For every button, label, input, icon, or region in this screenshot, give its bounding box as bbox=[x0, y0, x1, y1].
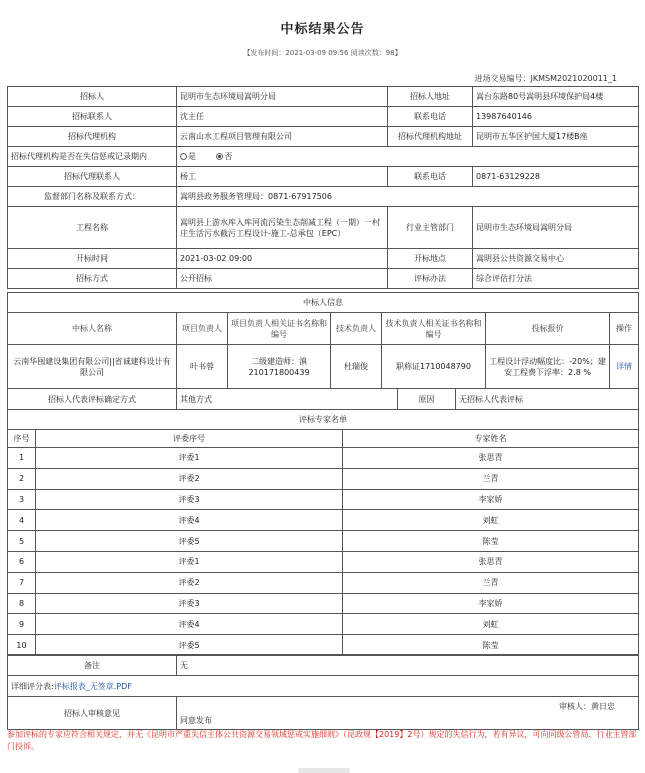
table-row bbox=[8, 468, 639, 489]
tenderer-addr-value: 嵩台东路80号嵩明县环境保护局4楼 bbox=[473, 87, 639, 107]
open-time-value: 2021-03-02 09:00 bbox=[177, 249, 388, 269]
expert-row-no: 2 bbox=[8, 468, 36, 489]
radio-no[interactable] bbox=[216, 153, 223, 160]
detail-prefix: 详细评分表: bbox=[11, 681, 54, 691]
winner-header-tech: 技术负责人 bbox=[331, 313, 382, 345]
table-row bbox=[8, 635, 639, 656]
winner-pm-cert: 二级建造师：滇210171800439 bbox=[228, 345, 331, 389]
expert-row-no: 5 bbox=[8, 531, 36, 552]
winner-pm: 叶书蓉 bbox=[177, 345, 228, 389]
expert-table bbox=[7, 409, 639, 656]
winner-header-bid: 投标报价 bbox=[486, 313, 610, 345]
tenderer-phone-value: 13987640146 bbox=[473, 107, 639, 127]
disclaimer-notice: 参加评标的专家应符合相关规定，并无《昆明市严重失信主体公共资源交易领域惩戒实施细则》（昆政规【2019】2号）规定的失信行为，若有异议，可向同级公管局、行业主管部门投诉。 bbox=[7, 730, 637, 751]
expert-row-seat: 评委5 bbox=[36, 531, 343, 552]
expert-header-no: 序号 bbox=[8, 430, 36, 448]
expert-row-seat: 评委4 bbox=[36, 510, 343, 531]
tenderer-addr-label: 招标人地址 bbox=[388, 87, 473, 107]
review-label: 招标人审核意见 bbox=[8, 697, 177, 730]
table-row bbox=[8, 510, 639, 531]
winner-header-tech-cert: 技术负责人相关证书名称和编号 bbox=[382, 313, 486, 345]
review-cell bbox=[177, 697, 639, 730]
expert-row-no: 6 bbox=[8, 551, 36, 572]
agency-contact-value: 杨工 bbox=[177, 167, 388, 187]
expert-row-no: 8 bbox=[8, 593, 36, 614]
expert-row-name: 兰青 bbox=[343, 468, 639, 489]
agency-phone-value: 0871-63129228 bbox=[473, 167, 639, 187]
rep-value: 其他方式 bbox=[177, 389, 398, 410]
method-value: 公开招标 bbox=[177, 269, 388, 289]
publish-meta: 【发布时间：2021-03-09 09:56 阅读次数：98】 bbox=[243, 49, 402, 57]
expert-row-no: 4 bbox=[8, 510, 36, 531]
table-row bbox=[8, 614, 639, 635]
expert-row-seat: 评委2 bbox=[36, 468, 343, 489]
page-title: 中标结果公告 bbox=[280, 22, 365, 37]
table-row bbox=[8, 551, 639, 572]
radio-yes[interactable] bbox=[180, 153, 187, 160]
expert-row-no: 3 bbox=[8, 489, 36, 510]
eval-value: 综合评估打分法 bbox=[473, 269, 639, 289]
expert-row-no: 9 bbox=[8, 614, 36, 635]
winner-tech-cert: 职称证1710048790 bbox=[382, 345, 486, 389]
winner-bid: 工程设计浮动幅度比：-20%；建安工程费下浮率：2.8 % bbox=[486, 345, 610, 389]
expert-row-seat: 评委3 bbox=[36, 593, 343, 614]
rep-label: 招标人代表评标确定方式 bbox=[8, 389, 177, 410]
expert-row-seat: 评委3 bbox=[36, 489, 343, 510]
expert-row-seat: 评委1 bbox=[36, 551, 343, 572]
expert-row-name: 李家娇 bbox=[343, 489, 639, 510]
expert-row-seat: 评委4 bbox=[36, 614, 343, 635]
rep-table bbox=[7, 388, 639, 410]
expert-row-seat: 评委5 bbox=[36, 635, 343, 656]
agency-phone-label: 联系电话 bbox=[388, 167, 473, 187]
table-row bbox=[8, 448, 639, 469]
expert-row-no: 7 bbox=[8, 572, 36, 593]
tenderer-phone-label: 联系电话 bbox=[388, 107, 473, 127]
winner-name: 云南华囤建设集团有限公司||省诚建科设计有限公司 bbox=[8, 345, 177, 389]
expert-row-name: 刘虹 bbox=[343, 510, 639, 531]
expert-row-name: 张思青 bbox=[343, 448, 639, 469]
expert-row-name: 李家娇 bbox=[343, 593, 639, 614]
expert-row-name: 刘虹 bbox=[343, 614, 639, 635]
expert-section-title: 评标专家名单 bbox=[8, 410, 639, 430]
open-time-label: 开标时间 bbox=[8, 249, 177, 269]
expert-header-seat: 评委序号 bbox=[36, 430, 343, 448]
review-opinion: 同意发布 bbox=[180, 716, 212, 725]
winner-tech: 杜瑞俊 bbox=[331, 345, 382, 389]
detail-row bbox=[8, 676, 639, 697]
tenderer-contact-value: 沈主任 bbox=[177, 107, 388, 127]
auditor: 审核人：黄日忠 bbox=[559, 702, 615, 711]
winner-detail-link[interactable]: 详情 bbox=[610, 345, 639, 389]
footer-table bbox=[7, 654, 639, 730]
open-place-value: 嵩明县公共资源交易中心 bbox=[473, 249, 639, 269]
winner-header-pm: 项目负责人 bbox=[177, 313, 228, 345]
agency-label: 招标代理机构 bbox=[8, 127, 177, 147]
credit-radios bbox=[177, 147, 639, 167]
winner-section-title: 中标人信息 bbox=[8, 293, 639, 313]
expert-row-no: 1 bbox=[8, 448, 36, 469]
supervisor-value: 嵩明县政务服务管理局：0871-67917506 bbox=[177, 187, 639, 207]
remark-label: 备注 bbox=[8, 655, 177, 676]
table-row bbox=[8, 593, 639, 614]
reason-value: 无招标人代表评标 bbox=[456, 389, 639, 410]
table-row bbox=[8, 531, 639, 552]
winner-header-name: 中标人名称 bbox=[8, 313, 177, 345]
winner-header-pm-cert: 项目负责人相关证书名称和编号 bbox=[228, 313, 331, 345]
project-value: 嵩明县上游水库入库河流污染生态削减工程（一期）一村庄生活污水截污工程设计-施工-总承包（EPC） bbox=[177, 207, 388, 249]
agency-value: 云南山水工程项目管理有限公司 bbox=[177, 127, 388, 147]
expert-row-name: 张思青 bbox=[343, 551, 639, 572]
expert-row-seat: 评委1 bbox=[36, 448, 343, 469]
credit-label: 招标代理机构是否在失信惩戒记录期内 bbox=[8, 147, 177, 167]
tenderer-label: 招标人 bbox=[8, 87, 177, 107]
expert-row-name: 兰青 bbox=[343, 572, 639, 593]
expert-row-name: 陈莹 bbox=[343, 635, 639, 656]
table-row bbox=[8, 572, 639, 593]
expert-header-name: 专家姓名 bbox=[343, 430, 639, 448]
method-label: 招标方式 bbox=[8, 269, 177, 289]
radio-no-label: 否 bbox=[224, 152, 233, 161]
expert-row-seat: 评委2 bbox=[36, 572, 343, 593]
trade-code: 进场交易编号：JKMSM2021020011_1 bbox=[474, 74, 617, 83]
project-label: 工程名称 bbox=[8, 207, 177, 249]
tenderer-contact-label: 招标联系人 bbox=[8, 107, 177, 127]
agency-contact-label: 招标代理联系人 bbox=[8, 167, 177, 187]
industry-value: 昆明市生态环境局嵩明分局 bbox=[473, 207, 639, 249]
table-row bbox=[8, 489, 639, 510]
tenderer-value: 昆明市生态环境局嵩明分局 bbox=[177, 87, 388, 107]
open-place-label: 开标地点 bbox=[388, 249, 473, 269]
expert-row-name: 陈莹 bbox=[343, 531, 639, 552]
detail-pdf-link[interactable]: 评标报表_无签章.PDF bbox=[53, 681, 132, 691]
agency-addr-label: 招标代理机构地址 bbox=[388, 127, 473, 147]
industry-label: 行业主管部门 bbox=[388, 207, 473, 249]
info-table bbox=[7, 86, 639, 289]
radio-yes-label: 是 bbox=[188, 152, 196, 161]
winner-table bbox=[7, 292, 639, 389]
horizontal-scrollbar[interactable] bbox=[298, 768, 350, 773]
agency-addr-value: 昆明市五华区护国大厦17楼B座 bbox=[473, 127, 639, 147]
winner-header-action: 操作 bbox=[610, 313, 639, 345]
expert-row-no: 10 bbox=[8, 635, 36, 656]
reason-label: 原因 bbox=[398, 389, 456, 410]
eval-label: 评标办法 bbox=[388, 269, 473, 289]
supervisor-label: 监督部门名称及联系方式： bbox=[8, 187, 177, 207]
remark-value: 无 bbox=[177, 655, 639, 676]
